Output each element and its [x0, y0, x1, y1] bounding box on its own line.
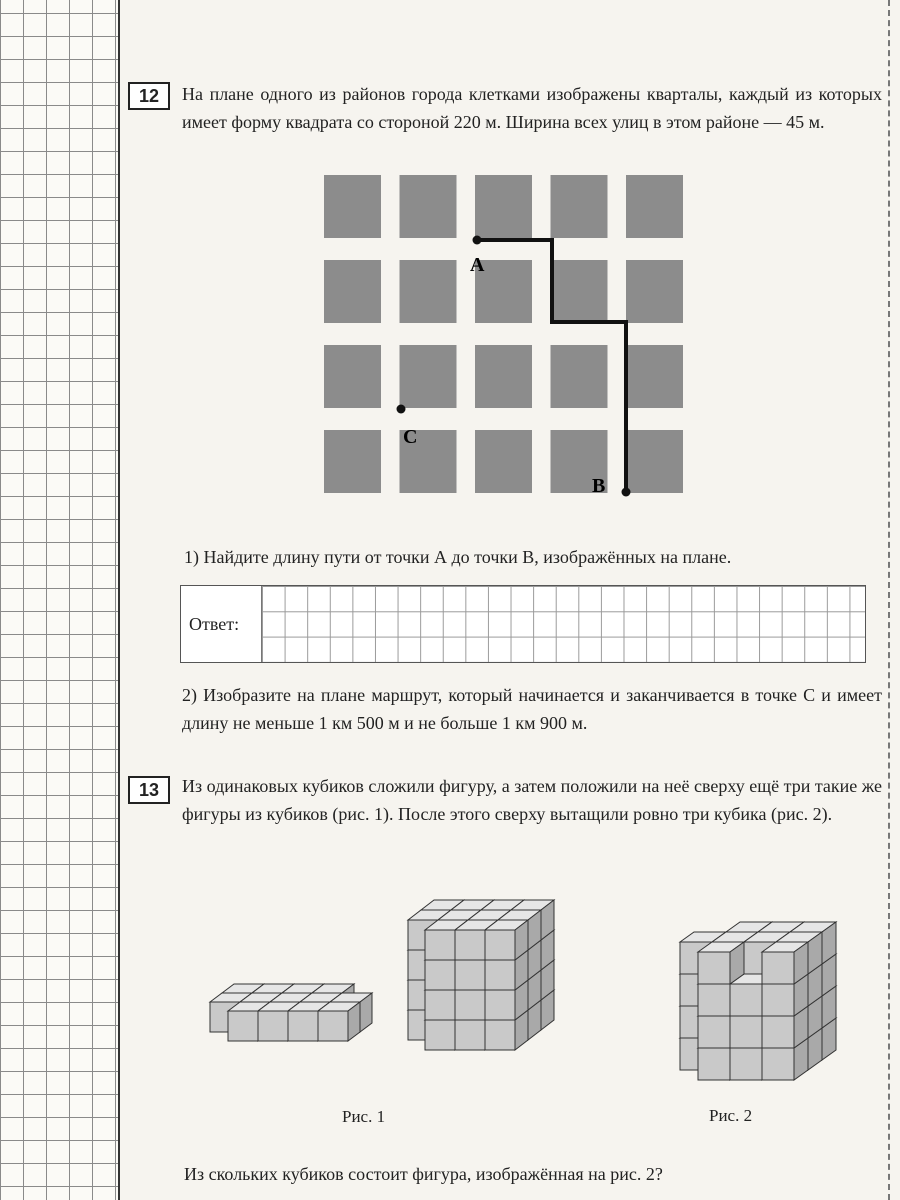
cube-face: [485, 1020, 515, 1050]
cube-face: [455, 990, 485, 1020]
cube-face: [228, 1011, 258, 1041]
cube-face: [485, 960, 515, 990]
cube-face: [762, 984, 794, 1016]
point-a-label: A: [470, 254, 485, 276]
cube-face: [730, 1016, 762, 1048]
cube-face: [288, 1011, 318, 1041]
cube-face: [425, 930, 455, 960]
cube-face: [485, 930, 515, 960]
task-12-question-2: 2) Изобразите на плане маршрут, который начинается и заканчивается в точке С и имеет длину не меньше 1 км 500 м и не больше 1 км 900 м.: [182, 685, 882, 733]
cube-face: [698, 952, 730, 984]
point-b-label: B: [592, 475, 606, 497]
cube-face: [425, 1020, 455, 1050]
cube-face: [762, 1016, 794, 1048]
cube-face: [730, 1048, 762, 1080]
fig1-stacked-figure: [408, 900, 554, 1050]
cube-face: [762, 952, 794, 984]
cube-face: [318, 1011, 348, 1041]
task-13-number: 13: [128, 776, 170, 804]
cube-face: [698, 1016, 730, 1048]
task-13-question: Из скольких кубиков состоит фигура, изображённая на рис. 2?: [184, 1164, 663, 1184]
cube-face: [730, 984, 762, 1016]
cube-face: [455, 1020, 485, 1050]
cube-face: [425, 960, 455, 990]
cube-face: [762, 1048, 794, 1080]
task-13-text: Из одинаковых кубиков сложили фигуру, а затем положили на неё сверху ещё три такие же фигуры из кубиков (рис. 1). После этого сверху вытащили ровно три кубика (рис. 2).: [182, 776, 882, 824]
fig2-caption: Рис. 2: [709, 1106, 753, 1125]
cube-face: [425, 990, 455, 1020]
task-12-text: На плане одного из районов города клетками изображены кварталы, каждый из которых имеет форму квадрата со стороной 220 м. Ширина всех улиц в этом районе — 45 м.: [182, 84, 882, 132]
fig1-caption: Рис. 1: [342, 1107, 386, 1126]
task-12-question-1: 1) Найдите длину пути от точки А до точки В, изображённых на плане.: [184, 547, 732, 567]
cube-face: [698, 984, 730, 1016]
cube-face: [698, 1048, 730, 1080]
cube-face: [258, 1011, 288, 1041]
cube-face: [455, 930, 485, 960]
cube-face: [455, 960, 485, 990]
fig1-base-layer: [210, 984, 372, 1041]
point-c-label: C: [403, 426, 418, 448]
answer-label: Ответ:: [181, 586, 262, 662]
task-12-number: 12: [128, 82, 170, 110]
cube-face: [485, 990, 515, 1020]
fig2-figure: [680, 922, 836, 1080]
